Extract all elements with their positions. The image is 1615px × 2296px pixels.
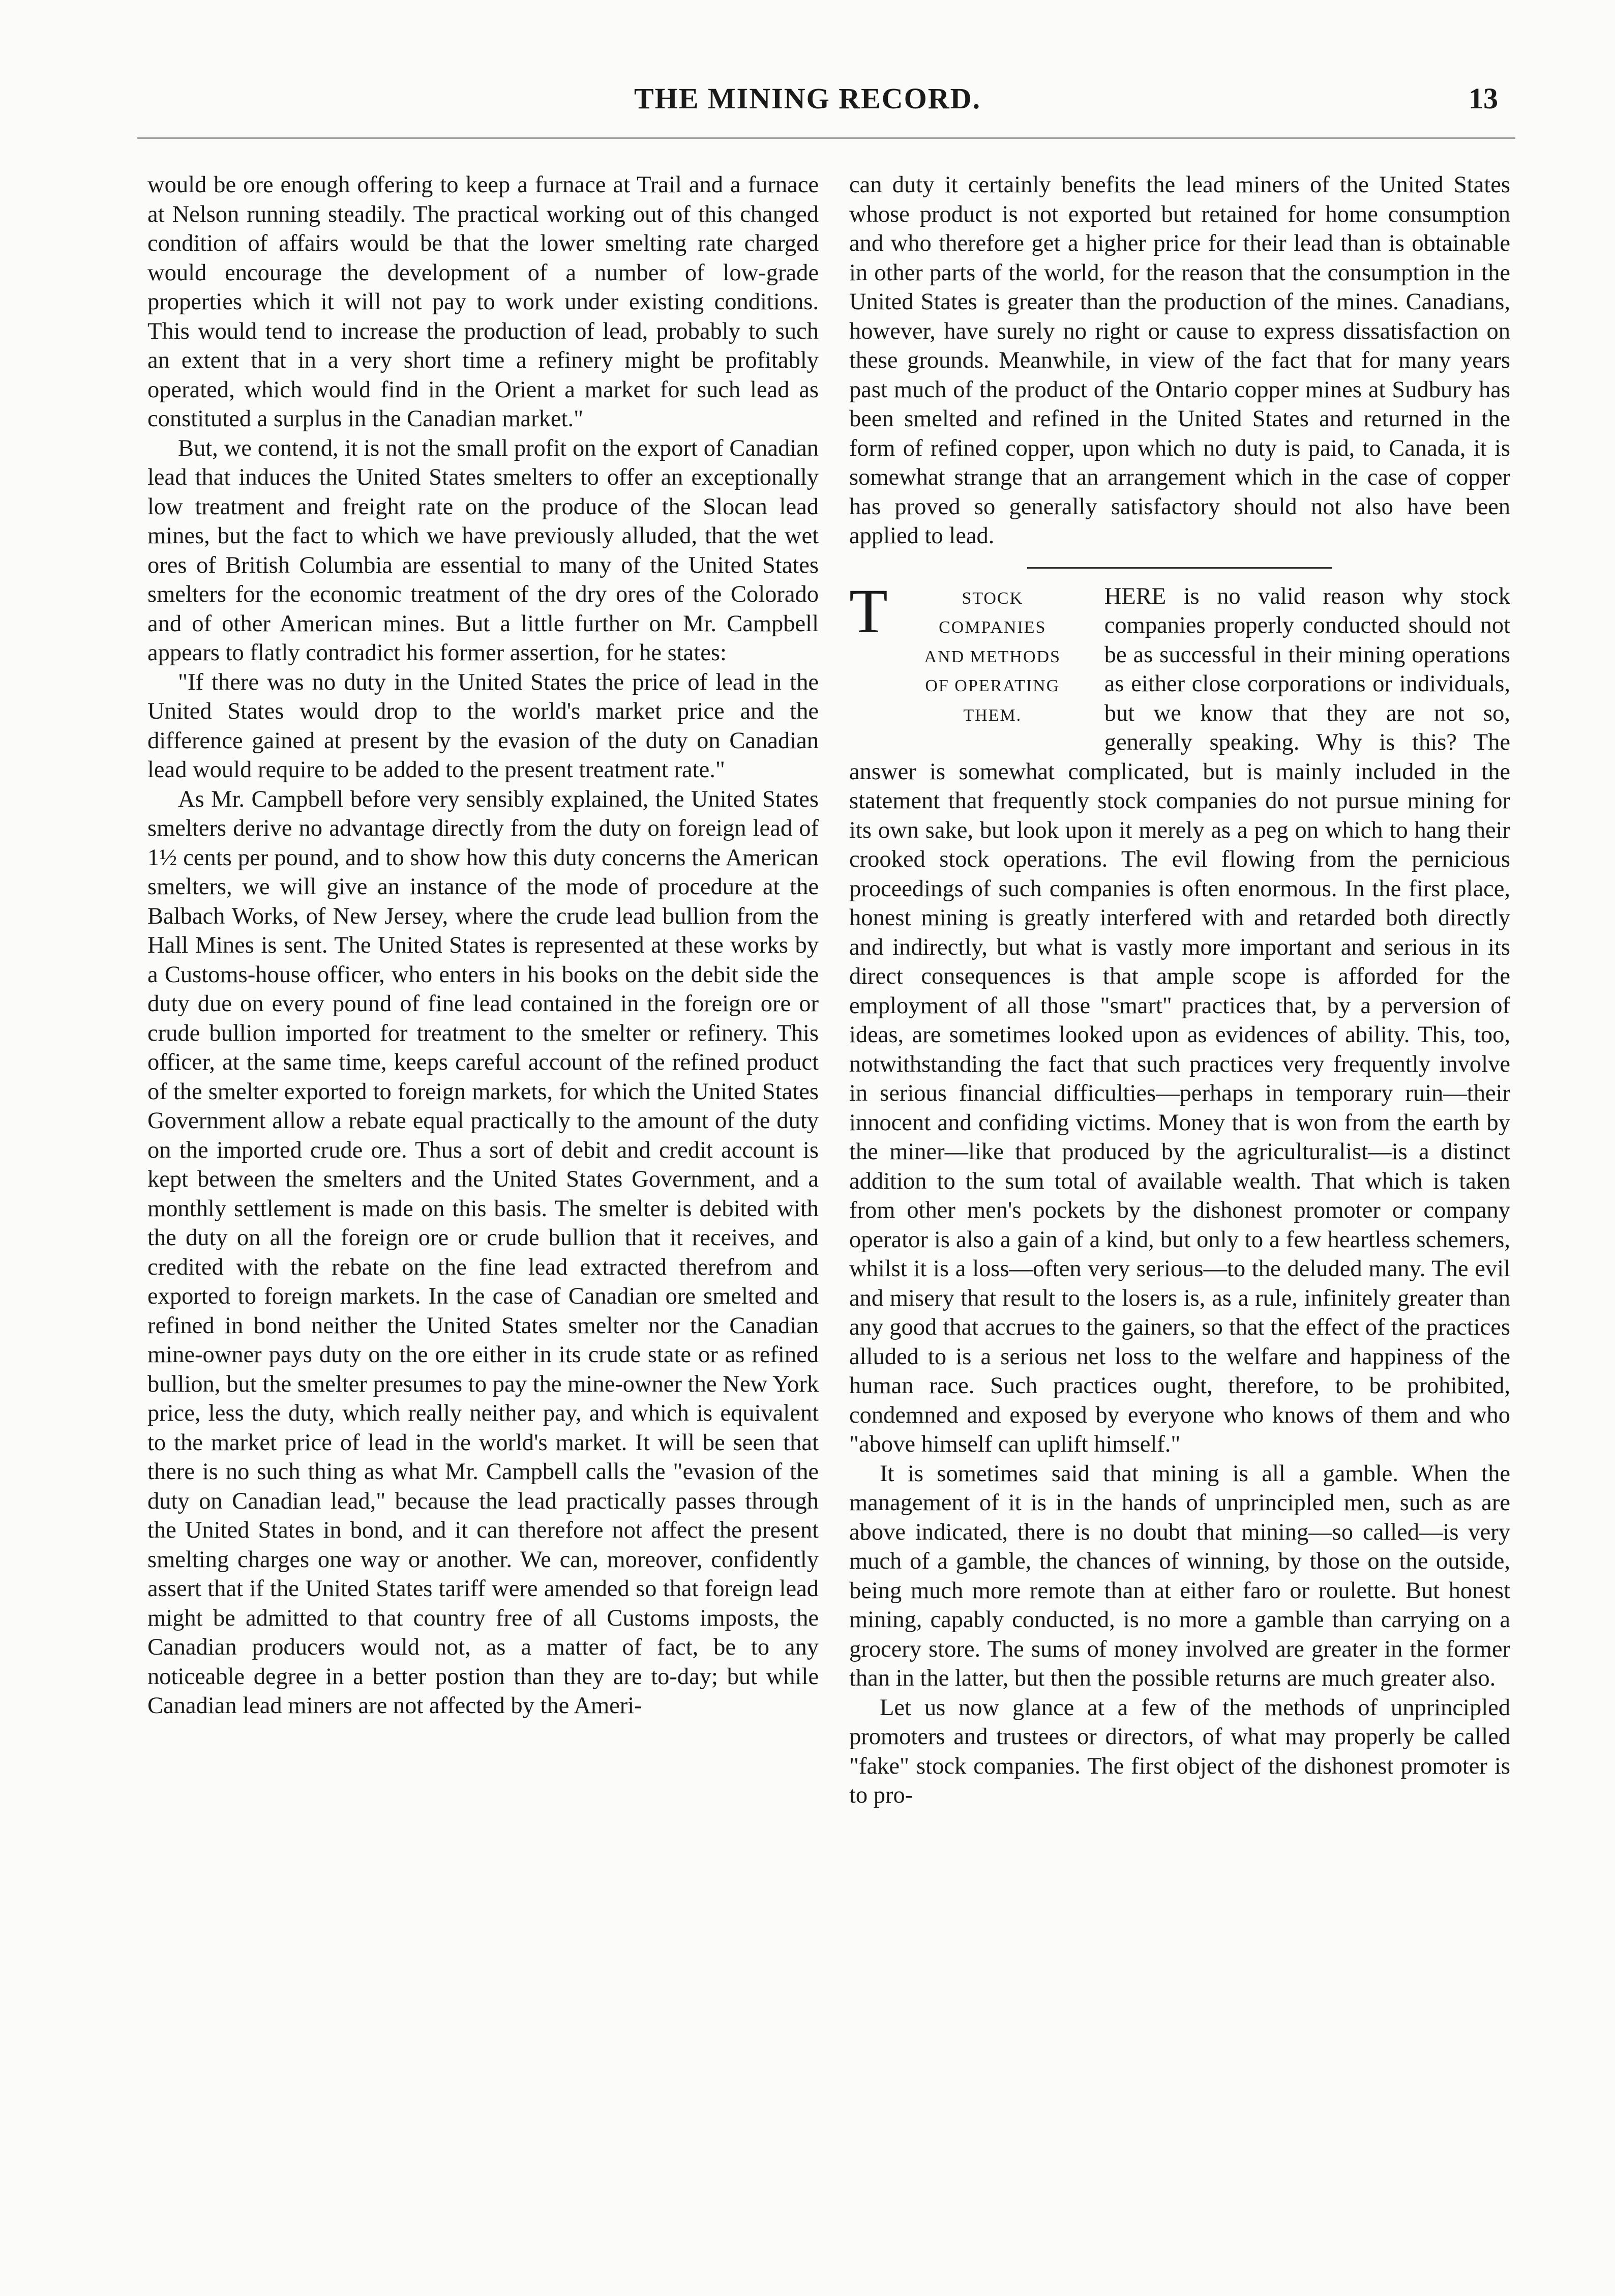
left-paragraph: would be ore enough offering to keep a furnace at Trail and a furnace at Nelson running steadily. The practical working out of this changed condition of affairs would be that the lower smelting rate charged would encourage the development of a number of low-grade properties which it will not pay to work under existing conditions. This would tend to increase the production of lead, probably to such an extent that in a very short time a refinery might be profitably operated, which would find in the Orient a market for such lead as constituted a surplus in the Canadian market." — [147, 172, 819, 432]
left-paragraph: As Mr. Campbell before very sensibly explained, the United States smelters derive no advantage directly from the duty on foreign lead of 1½ cents per pound, and to show how this duty concerns the American smelters, we will give an instance of the mode of procedure at the Balbach Works, of New Jersey, where the crude lead bullion from the Hall Mines is sent. The United States is represented at these works by a Customs-house officer, who enters in his books on the debit side the duty due on every pound of fine lead contained in the foreign ore or crude bullion imported for treatment to the smelter or refinery. This officer, at the same time, keeps careful account of the refined product of the smelter exported to foreign markets, for which the United States Government allow a rebate equal practically to the amount of the duty on the imported crude ore. Thus a sort of debit and credit account is kept between the smelters and the United States Government, and a monthly settlement is made on this basis. The smelter is debited with the duty on all the foreign ore or crude bullion that it receives, and credited with the rebate on the fine lead extracted therefrom and exported to foreign markets. In the case of Canadian ore smelted and refined in bond neither the United States smelter nor the Canadian mine-owner pays duty on the ore either in its crude state or as refined bullion, but the smelter presumes to pay the mine-owner the New York price, less the duty, which really neither pay, and which is equivalent to the market price of lead in the world's market. It will be seen that there is no such thing as what Mr. Campbell calls the "evasion of the duty on Canadian lead," because the lead practically passes through the United States in bond, and it can therefore not affect the present smelting charges one way or another. We can, moreover, confidently assert that if the United States tariff were amended so that foreign lead might be admitted to that country free of all Customs imposts, the Canadian producers would not, as a matter of fact, be to any noticeable degree in a better postion than they are to-day; but while Canadian lead miners are not affected by the Ameri- — [147, 786, 819, 1719]
side-heading-line: THEM. — [963, 705, 1022, 725]
article-paragraph: It is sometimes said that mining is all a gamble. When the management of it is in the hands of unprincipled men, such as are above indicated, there is no doubt that mining—so called—is very much of a gamble, the chances of winning, by those on the outside, being much more remote than at either faro or roulette. But honest mining, capably conducted, is no more a gamble than carrying on a grocery store. The sums of money involved are greater in the former than in the latter, but then the possible returns are much greater also. — [849, 1460, 1510, 1691]
header-rule — [137, 137, 1515, 139]
left-quote-paragraph: "If there was no duty in the United States the price of lead in the United States would drop to the world's market price and the difference gained at present by the evasion of the duty on Canadian lead would require to be added to the present treatment rate." — [147, 669, 819, 783]
side-heading — [896, 584, 1089, 730]
side-heading-line: COMPANIES — [939, 618, 1046, 637]
section-divider — [1027, 567, 1332, 569]
article-paragraph: Let us now glance at a few of the methods of unprincipled promoters and trustees or directors, of what may properly be called "fake" stock companies. The first object of the dishonest promoter is to pro- — [849, 1694, 1510, 1808]
side-heading-line: AND METHODS — [924, 647, 1061, 666]
left-column — [147, 170, 819, 1721]
publication-title: THE MINING RECORD. — [634, 82, 981, 115]
right-column — [849, 170, 1510, 1810]
article-opening-paragraph: HERE is no valid reason why stock companies properly conducted should not be as successful in their mining operations as either close corporations or individuals, but we know that they are not so, generally speaking. Why is this? The answer is somewhat complicated, but is mainly included in the statement that frequently stock companies do not pursue mining for its own sake, but look upon it merely as a peg on which to hang their crooked stock operations. The evil flowing from the pernicious proceedings of such companies is often enormous. In the first place, honest mining is greatly interfered with and retarded both directly and indirectly, but what is vastly more important and serious in its direct consequences is that ample scope is afforded for the employment of all those "smart" practices that, by a perversion of ideas, are sometimes looked upon as evidences of ability. This, too, notwithstanding the fact that such practices very frequently involve in serious financial difficulties—perhaps in temporary ruin—their innocent and confiding victims. Money that is won from the earth by the miner—like that produced by the agriculturalist—is a distinct addition to the sum total of available wealth. That which is taken from other men's pockets by the dishonest promoter or company operator is also a gain of a kind, but only to a few heartless schemers, whilst it is a loss—often very serious—to the deluded many. The evil and misery that result to the losers is, as a rule, infinitely greater than any good that accrues to the gainers, so that the effect of the practices alluded to is a serious net loss to the welfare and happiness of the human race. Such practices ought, therefore, to be prohibited, condemned and exposed by everyone who knows of them and who "above himself can uplift himself." — [849, 583, 1510, 1457]
drop-cap: T — [849, 576, 888, 646]
side-heading-line: OF OPERATING — [925, 676, 1060, 695]
side-heading-line: STOCK — [962, 588, 1024, 608]
running-head — [0, 81, 1615, 127]
article-stock-companies — [849, 576, 1510, 1810]
continuation-paragraph: can duty it certainly benefits the lead miners of the United States whose product is not exported but retained for home consumption and who therefore get a higher price for their lead than is obtainable in other parts of the world, for the reason that the consumption in the United States is greater than the production of the mines. Canadians, however, have surely no right or cause to express dissatisfaction on these grounds. Meanwhile, in view of the fact that for many years past much of the product of the Ontario copper mines at Sudbury has been smelted and refined in the United States and returned in the form of refined copper, upon which no duty is paid, to Canada, it is somewhat strange that an arrangement which in the case of copper has proved so generally satisfactory should not also have been applied to lead. — [849, 172, 1510, 549]
page-number: 13 — [1469, 82, 1498, 115]
left-paragraph: But, we contend, it is not the small profit on the export of Canadian lead that induces the United States smelters to offer an exceptionally low treatment and freight rate on the produce of the Slocan lead mines, but the fact to which we have previously alluded, that the wet ores of British Columbia are essential to many of the United States smelters for the economic treatment of the dry ores of the Colorado and of other American mines. But a little further on Mr. Campbell appears to flatly contradict his former assertion, for he states: — [147, 435, 819, 666]
